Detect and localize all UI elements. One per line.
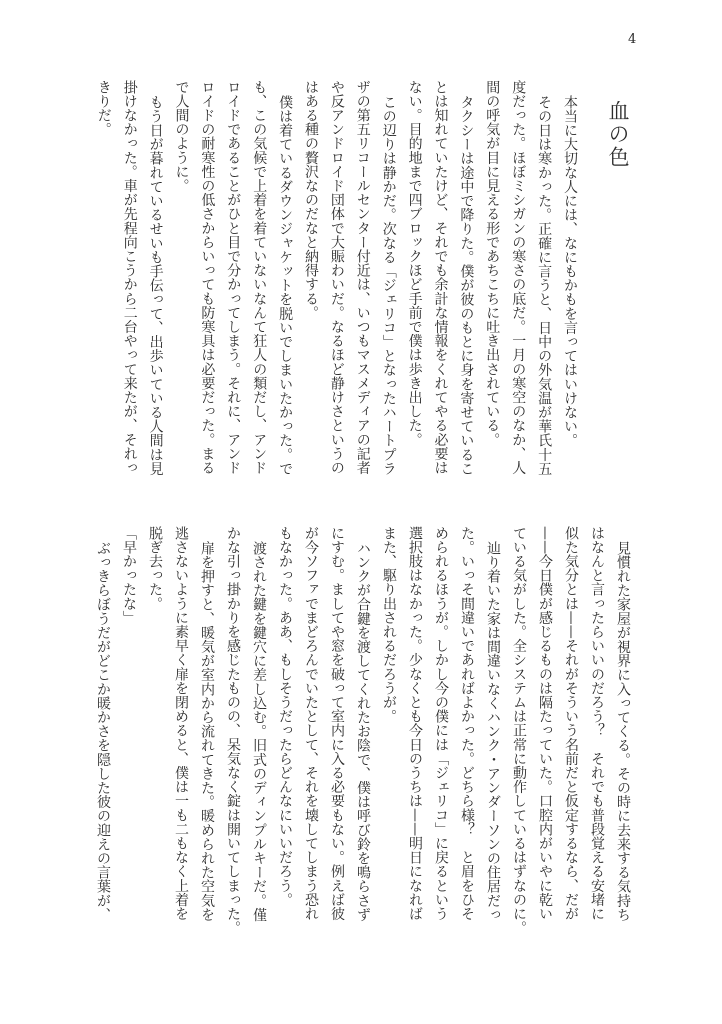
text-column: 度だった。ほぼミシガンの寒さの底だ。一月の寒空のなか、人	[510, 80, 527, 475]
text-column: た。いっそ間違いであればよかった。どちら様？ と眉をひそ	[459, 526, 475, 921]
text-column: 僕は着ているダウンジャケットを脱いでしまいたかった。で	[277, 95, 294, 476]
text-column: タクシーは途中で降りた。僕が彼のもとに身を寄せているこ	[458, 95, 475, 476]
text-column: その日は寒かった。正確に言うと、日中の外気温が華氏十五	[536, 95, 553, 476]
text-column: や反アンドロイド団体で大賑わいだ。なるほど静けさというの	[328, 80, 345, 475]
text-column: 渡された鍵を鍵穴に差し込む。旧式のディンプルキーだ。僅	[251, 541, 267, 922]
text-column: はある種の贅沢なのだなと納得する。	[303, 80, 319, 320]
text-column: 掛けなかった。車が先程向こうから二台やって来たが、それっ	[121, 80, 138, 475]
text-column: ている気がした。全システムは正常に動作しているはずなのに。	[511, 526, 527, 935]
text-column: 間の呼気が目に見える形であちこちに吐き出されている。	[484, 80, 501, 447]
text-column: ない。目的地まで四ブロックほど手前で僕は歩き出した。	[406, 80, 423, 447]
text-column: もう日が暮れているせいも手伝って、出歩いている人間は見	[147, 95, 164, 476]
text-column: この辺りは静かだ。次なる「ジェリコ」となったハートプラ	[380, 95, 397, 476]
text-column: にすむ。ましてや窓を破って室内に入る必要もない。例えば彼	[329, 526, 345, 921]
text-column: 見慣れた家屋が視界に入ってくる。その時に去来する気持ち	[615, 541, 631, 922]
text-column: 「早かったな」	[121, 526, 137, 625]
text-column: 逃さないように素早く扉を閉めると、僕は一も二もなく上着を	[173, 526, 189, 921]
text-column: ロイドの耐寒性の低さからいっても防寒具は必要だった。まる	[199, 80, 216, 475]
text-column: また、駆り出されるだろうが。	[381, 526, 397, 724]
text-column: ぶっきらぼうだがどこか暖かさを隠した彼の迎えの言葉が、	[95, 541, 111, 922]
text-column: もなかった。ああ、もしそうだったらどんなにいいだろう。	[277, 526, 293, 907]
text-column: ロイドであることがひと目で分かってしまう。それに、アンド	[225, 80, 242, 475]
text-column: も、この気候で上着を着ていないなんて狂人の類だし、アンド	[251, 80, 268, 475]
text-column: 脱ぎ去った。	[147, 526, 163, 611]
text-column: きりだ。	[95, 80, 112, 137]
text-column: 辿り着いた家は間違いなくハンク・アンダーソンの住居だっ	[485, 541, 501, 922]
chapter-title: 血の色	[606, 100, 630, 169]
text-column: ハンクが合鍵を渡してくれたお陰で、僕は呼び鈴を鳴らさず	[355, 541, 371, 922]
text-column: 本当に大切な人には、なにもかもを言ってはいけない。	[562, 95, 578, 448]
text-column: はなんと言ったらいいのだろう？ それでも普段覚える安堵に	[589, 526, 605, 921]
page-number: 4	[628, 32, 637, 47]
text-column: められるほうが。しかし今の僕には「ジェリコ」に戻るという	[433, 526, 449, 921]
text-column: 扉を押すと、暖気が室内から流れてきた。暖められた空気を	[199, 541, 215, 922]
text-column: とは知れていたけど、それでも余計な情報をくれてやる必要は	[432, 80, 449, 475]
text-column: 似た気分とは——それがそういう名前だと仮定するなら、だが	[563, 526, 579, 921]
text-column: で人間のように。	[173, 80, 190, 193]
text-column: 選択肢はなかった。少なくとも今日のうちは——明日になれば	[407, 526, 423, 921]
text-column: ——今日僕が感じるものは隔たっていた。口腔内がいやに乾い	[537, 526, 553, 921]
text-column: が今ソファでまどろんでいたとして、それを壊してしまう恐れ	[303, 526, 319, 921]
text-column: ザの第五リコールセンター付近は、いつもマスメディアの記者	[354, 80, 371, 475]
text-column: かな引っ掛かりを感じたものの、呆気なく錠は開いてしまった。	[225, 526, 241, 935]
